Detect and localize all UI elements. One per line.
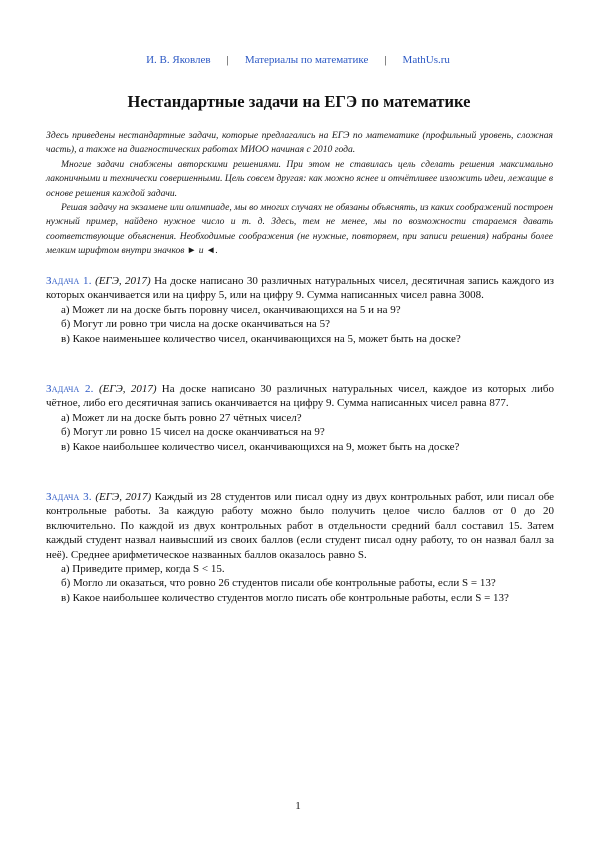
problem-part: а) Приведите пример, когда S < 15. [61,563,225,576]
problem-part: в) Какое наименьшее количество чисел, оканчивающихся на 5, может быть на доске? [61,332,461,345]
problem-text: На доске написано 30 различных натуральных чисел, десятичная запись каждого из которых оканчивается или на цифру 5, или на цифру 9. Сумма написанных чисел равна 3008. [46,275,555,302]
problem-label[interactable]: Задача 2. [46,383,94,395]
header-separator: | [226,54,229,66]
page-header [0,54,596,66]
intro-paragraph: Многие задачи снабжены авторскими решениями. При этом не ставилась цель сделать решения максимально лаконичными и технически совершенными. Цель совсем другая: как можно яснее и отчётливее изложить идеи, лежащие в основе решения каждой задачи. [46,158,553,199]
problem-1 [46,274,554,346]
problem-source: (ЕГЭ, 2017) [95,491,152,503]
problem-2 [46,382,554,454]
problem-part: а) Может ли на доске быть ровно 27 чётных чисел? [61,411,302,424]
problem-part: а) Может ли на доске быть поровну чисел, оканчивающихся на 5 и на 9? [61,303,401,316]
problem-label[interactable]: Задача 3. [46,491,92,503]
problem-source: (ЕГЭ, 2017) [95,275,151,287]
site-link[interactable]: MathUs.ru [402,54,450,66]
intro-section [46,129,553,259]
problem-source: (ЕГЭ, 2017) [98,383,157,395]
materials-link[interactable]: Материалы по математике [244,54,369,66]
problem-part: б) Могут ли ровно 15 чисел на доске оканчиваться на 9? [61,426,325,439]
problem-text: Каждый из 28 студентов или писал одну из двух контрольных работ, или писал обе контрольные работы. За каждую работу можно было получить целое число баллов от 0 до 20 включительно. По каждой из двух контрольных работ в отдельности средний балл составил 15. Затем каждый студент назвал наивысший из своих баллов (если студент писал одну работу, то он назвал балл за неё). Среднее арифметическое названных баллов оказалось равно S. [46,491,555,561]
problem-text: На доске написано 30 различных натуральных чисел, каждое из которых либо чётное, либо его десятичная запись оканчивается на цифру 9. Сумма написанных чисел равна 877. [46,383,555,410]
author-link[interactable]: И. В. Яковлев [146,54,211,66]
problem-part: б) Могут ли ровно три числа на доске оканчиваться на 5? [61,318,330,331]
problem-label[interactable]: Задача 1. [46,275,92,287]
problem-statement [46,382,554,411]
intro-paragraph: Решая задачу на экзамене или олимпиаде, мы во многих случаях не обязаны объяснять, из каких соображений построен нужный пример, найдено нужное число и т. д. Здесь, тем не менее, мы по возможности стараемся давать соответствующие объяснения. Необходимые соображения (не нужные, повторяем, при записи решения) набраны более мелким шрифтом внутри значков ► и ◄. [46,202,553,257]
problem-part: б) Могло ли оказаться, что ровно 26 студентов писали обе контрольные работы, если S = 13? [61,577,496,590]
problem-statement [46,490,554,562]
problem-statement [46,274,554,303]
problem-3 [46,490,554,605]
page-number: 1 [295,800,301,812]
header-separator: | [384,54,387,66]
problem-part: в) Какое наибольшее количество чисел, оканчивающихся на 9, может быть на доске? [61,440,460,453]
document-title: Нестандартные задачи на ЕГЭ по математике [127,92,471,111]
problem-part: в) Какое наибольшее количество студентов могло писать обе контрольные работы, если S = 13? [61,591,509,604]
intro-paragraph: Здесь приведены нестандартные задачи, которые предлагались на ЕГЭ по математике (профильный уровень, сложная часть), а также на диагностических работах МИОО начиная с 2010 года. [46,130,553,156]
